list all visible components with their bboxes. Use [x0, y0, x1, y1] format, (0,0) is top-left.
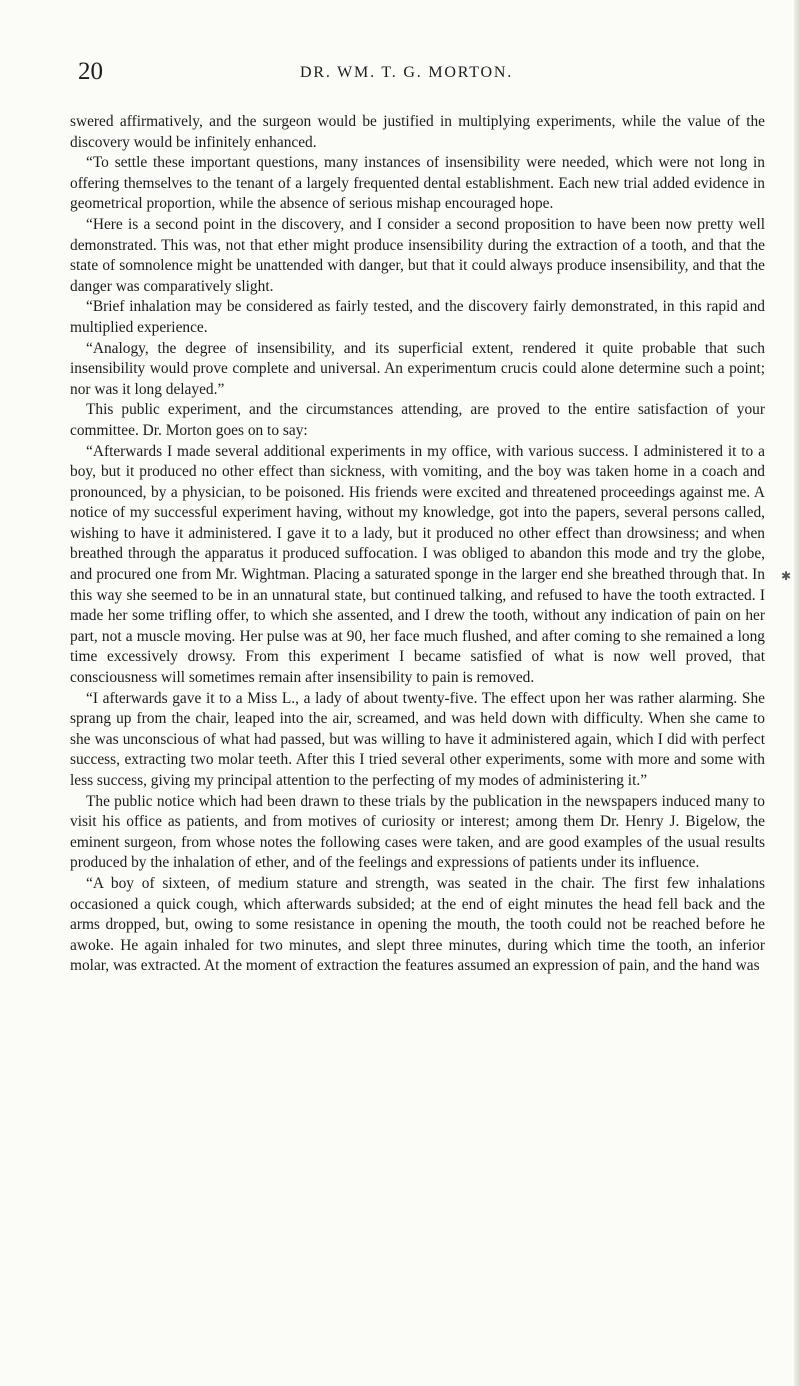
paragraph: “Here is a second point in the discovery, and I consider a second proposition to have been now pretty well demonstrated. This was, not that ether might produce insensibility during the extraction of a tooth, and that the state of somnolence might be unattended with danger, but that it could always produce insensibility, and that the danger was comparatively slight. [70, 215, 765, 295]
paragraph: “Afterwards I made several additional experiments in my office, with various success. I administered it to a boy, but it produced no other effect than sickness, with vomiting, and the boy was taken home in a coach and pronounced, by a physician, to be poisoned. His friends were excited and threatened proceedings against me. A notice of my successful experiment having, without my knowledge, got into the papers, several persons called, wishing to have it administered. I gave it to a lady, but it produced no other effect than drowsiness; and when breathed through the apparatus it produced suffocation. I was obliged to abandon this mode and try the globe, and procured one from Mr. Wightman. Placing a saturated sponge in the larger end she breathed through that. In this way she seemed to be in an unnatural state, but continued talking, and refused to have the tooth extracted. I made her some trifling offer, to which she assented, and I drew the tooth, without any indication of pain on her part, not a muscle moving. Her pulse was at 90, her face much flushed, and after coming to she remained a long time excessively drowsy. From this experiment I became satisfied of what is now well proved, that consciousness will sometimes remain after insensibility to pain is removed. [70, 442, 765, 687]
paragraph: “Analogy, the degree of insensibility, and its superficial extent, rendered it quite probable that such insensibility would prove complete and universal. An experimentum crucis could alone determine such a point; nor was it long delayed.” [70, 339, 765, 398]
running-head [78, 57, 766, 87]
paragraph: “A boy of sixteen, of medium stature and strength, was seated in the chair. The first few inhalations occasioned a quick cough, which afterwards subsided; at the end of eight minutes the head fell back and the arms dropped, but, owing to some resistance in opening the mouth, the tooth could not be reached before he awoke. He again inhaled for two minutes, and slept three minutes, during which time the tooth, an inferior molar, was extracted. At the moment of extraction the features assumed an expression of pain, and the hand was [70, 874, 765, 975]
paragraph: The public notice which had been drawn to these trials by the publication in the newspapers induced many to visit his office as patients, and from motives of curiosity or interest; among them Dr. Henry J. Bigelow, the eminent surgeon, from whose notes the following cases were taken, and are good examples of the usual results produced by the inhalation of ether, and of the feelings and expressions of patients under its influence. [70, 792, 765, 872]
paragraph: swered affirmatively, and the surgeon would be justified in multiplying experiments, while the value of the discovery would be infinitely enhanced. [70, 113, 765, 151]
running-title: DR. WM. T. G. MORTON. [300, 64, 514, 81]
paragraph: This public experiment, and the circumstances attending, are proved to the entire satisfaction of your committee. Dr. Morton goes on to say: [70, 401, 765, 439]
paragraph: “To settle these important questions, many instances of insensibility were needed, which were not long in offering themselves to the tenant of a largely frequented dental establishment. Each new trial added evidence in geometrical proportion, while the absence of serious mishap encouraged hope. [70, 154, 765, 213]
margin-asterisk-mark: ✱ [781, 569, 792, 583]
page-edge-shadow [794, 0, 800, 1386]
paragraph: “I afterwards gave it to a Miss L., a lady of about twenty-five. The effect upon her was rather alarming. She sprang up from the chair, leaped into the air, screamed, and was held down with difficulty. When she came to she was unconscious of what had passed, but was willing to have it administered again, which I did with perfect success, extracting two molar teeth. After this I tried several other experiments, some with more and some with less success, giving my principal attention to the perfecting of my modes of administering it.” [70, 689, 765, 789]
page-number: 20 [78, 58, 103, 85]
body-text [70, 112, 765, 977]
paragraph: “Brief inhalation may be considered as fairly tested, and the discovery fairly demonstrated, in this rapid and multiplied experience. [70, 298, 765, 336]
